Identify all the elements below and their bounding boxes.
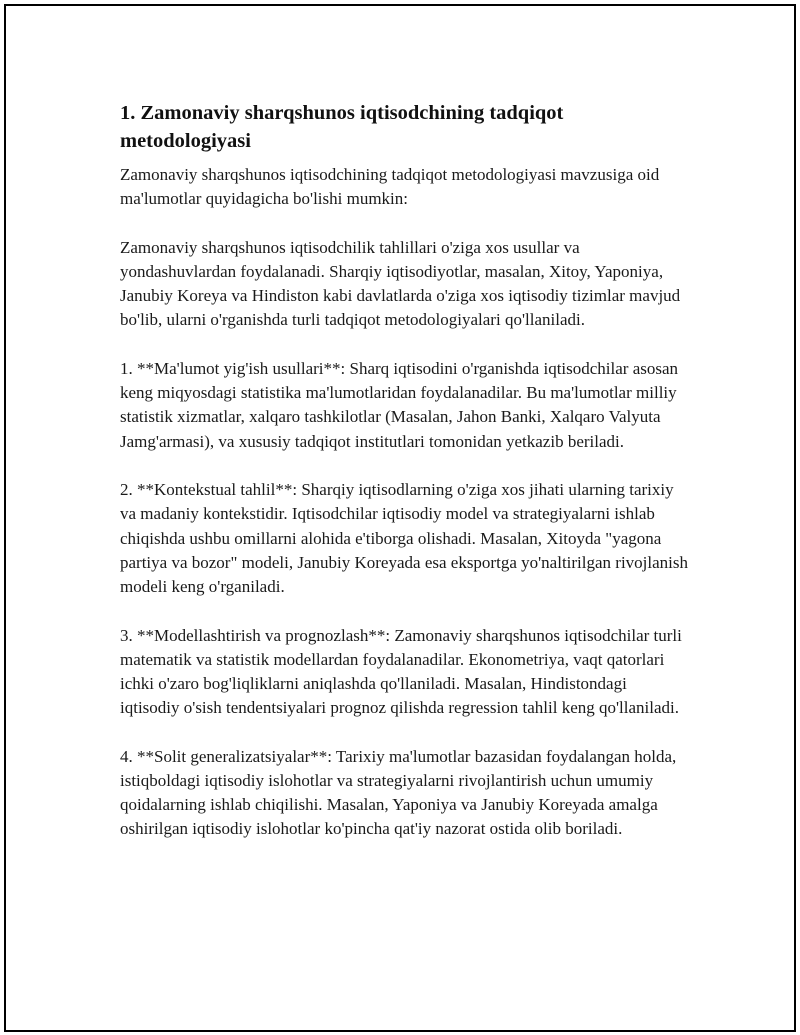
paragraph-intro: Zamonaviy sharqshunos iqtisodchining tadqiqot metodologiyasi mavzusiga oid ma'lumotlar quyidagicha bo'lishi mumkin: [120,165,660,209]
document-title: 1. Zamonaviy sharqshunos iqtisodchining tadqiqot metodologiyasi [120,102,564,152]
document-content [120,99,690,866]
paragraph-overview: Zamonaviy sharqshunos iqtisodchilik tahlillari o'ziga xos usullar va yondashuvlardan foydalanadi. Sharqiy iqtisodiyotlar, masalan, Xitoy, Yaponiya, Janubiy Koreya va Hindiston kabi davlatlarda o'ziga xos iqtisodiy tizimlar mavjud bo'lib, ularni o'rganishda turli tadqiqot metodologiyalari qo'llaniladi. [120,237,681,330]
paragraph-generalizations: 4. **Solit generalizatsiyalar**: Tarixiy ma'lumotlar bazasidan foydalangan holda, istiqboldagi iqtisodiy islohotlar va strategiyalarni rivojlantirish uchun umumiy qoidalarning ishlab chiqilishi. Masalan, Yaponiya va Janubiy Koreyada amalga oshirilgan iqtisodiy islohotlar ko'pincha qat'iy nazorat ostida olib boriladi. [120,746,677,839]
paragraph-data-collection: 1. **Ma'lumot yig'ish usullari**: Sharq iqtisodini o'rganishda iqtisodchilar asosan keng miqyosdagi statistika ma'lumotlaridan foydalanadilar. Bu ma'lumotlar milliy statistik xizmatlar, xalqaro tashkilotlar (Masalan, Jahon Banki, Xalqaro Valyuta Jamg'armasi), va xususiy tadqiqot institutlari tomonidan yetkazib beriladi. [120,359,679,451]
paragraph-modeling-forecasting: 3. **Modellashtirish va prognozlash**: Zamonaviy sharqshunos iqtisodchilar turli matematik va statistik modellardan foydalanadilar. Ekonometriya, vaqt qatorlari ichki o'zaro bog'liqliklarni aniqlashda qo'llaniladi. Masalan, Hindistondagi iqtisodiy o'sish tendentsiyalari prognoz qilishda regression tahlil keng qo'llaniladi. [120,625,682,718]
document-page [4,4,796,1032]
paragraph-contextual-analysis: 2. **Kontekstual tahlil**: Sharqiy iqtisodlarning o'ziga xos jihati ularning tarixiy va madaniy kontekstidir. Iqtisodchilar iqtisodiy model va strategiyalarni ishlab chiqishda ushbu omillarni alohida e'tiborga olishadi. Masalan, Xitoyda "yagona partiya va bozor" modeli, Janubiy Koreyada esa eksportga yo'naltirilgan rivojlanish modeli keng o'rganiladi. [120,480,689,597]
